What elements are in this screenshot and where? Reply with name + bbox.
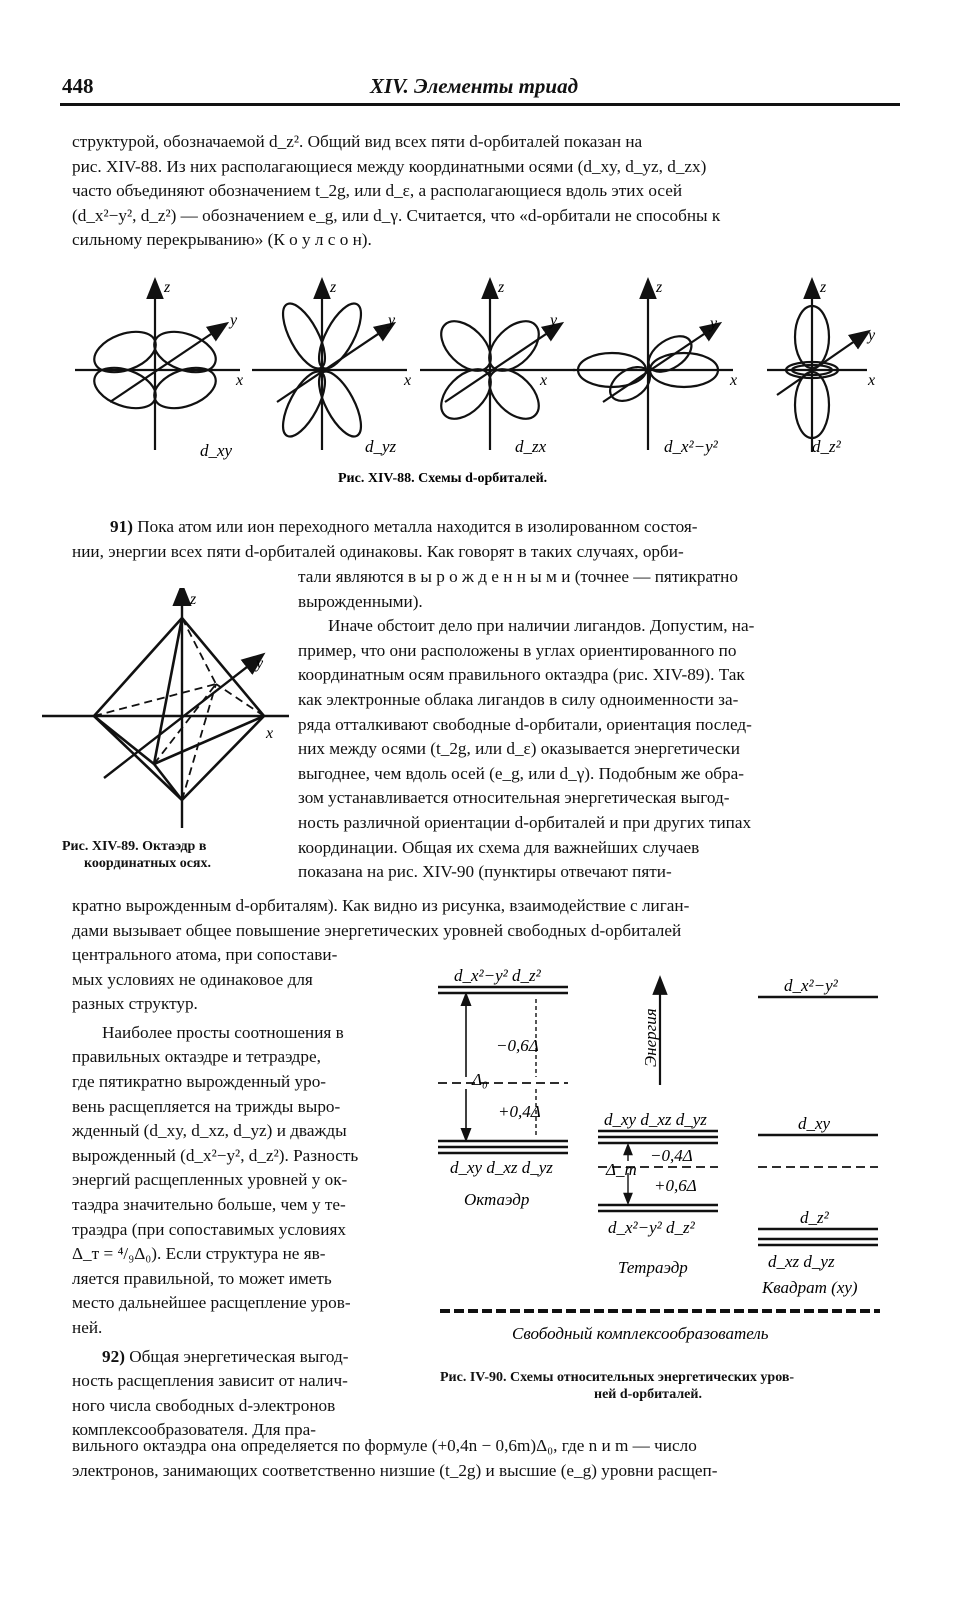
tet-t2-label: d_xy d_xz d_yz <box>604 1110 707 1129</box>
page-number: 448 <box>62 74 94 98</box>
after-line: дами вызывает общее повышение энергетических уровней свободных d-орбиталей <box>72 920 682 940</box>
left-line: мых условиях не одинаковое для <box>72 969 313 989</box>
left-line: комплексообразователя. Для пра- <box>72 1420 316 1440</box>
wrap-line: них между осями (t_2g, или d_ε) оказывается энергетически <box>298 739 740 759</box>
caption-line: Рис. XIV-89. Октаэдр в <box>62 839 207 854</box>
orbital-label-dzx: d_zx <box>515 437 547 456</box>
orbital-dyz <box>252 288 407 450</box>
axis-z-label: z <box>190 591 197 608</box>
left-line: ного числа свободных d-электронов <box>72 1395 336 1415</box>
oct-eg-label: d_x²−y² d_z² <box>454 966 541 985</box>
left-line: Δ_т = ⁴/₉Δ₀). Если структура не яв- <box>72 1244 326 1264</box>
running-title: XIV. Элементы триад <box>370 74 579 98</box>
left-line: ность расщепления зависит от налич- <box>72 1371 348 1391</box>
orbital-dz2 <box>767 288 867 452</box>
wrap-line: пример, что они расположены в углах ориентированного по <box>298 640 737 660</box>
wrap-line: тали являются в ы р о ж д е н н ы м и (точнее — пятикратно <box>298 567 738 586</box>
section-91-line-2: нии, энергии всех пяти d-орбиталей одинаковы. Как говорят в таких случаях, орби- <box>72 541 684 561</box>
orbital-dx2y2 <box>573 288 733 450</box>
intro-line: часто объединяют обозначением t_2g, или d_ε, а располагающиеся вдоль этих осей <box>72 181 683 201</box>
left-line: ляется правильной, то может иметь <box>72 1268 332 1288</box>
wrap-line: выгоднее, чем вдоль осей (e_g, или d_γ). Подобным же обра- <box>298 763 744 783</box>
section-92-ending <box>72 1434 884 1483</box>
sq-mid-label: d_xy <box>798 1114 831 1133</box>
section-92-line: вильного октаэдра она определяется по формуле (+0,4n − 0,6m)Δ₀, где n и m — число <box>72 1436 697 1455</box>
intro-line: (d_x²−y², d_z²) — обозначением e_g, или d_γ. Считается, что «d-орбитали не способны к <box>72 205 721 225</box>
left-column-text <box>72 943 412 1443</box>
wrap-line: показана на рис. XIV-90 (пунктиры отвечают пяти- <box>298 862 672 882</box>
free-ion-label: Свободный комплексообразователь <box>512 1324 769 1343</box>
sq-top-label: d_x²−y² <box>784 976 838 995</box>
axis-y-label: y <box>868 327 876 344</box>
left-line: ней. <box>72 1317 103 1337</box>
text-run: Общая энергетическая выгод- <box>129 1346 349 1366</box>
figure-90-caption <box>440 1369 890 1403</box>
energy-axis-label: Энергия <box>641 1008 660 1067</box>
left-line: место дальнейшее расщепление уров- <box>72 1293 351 1313</box>
section-92-line: электронов, занимающих соответственно низшие (t_2g) и высшие (e_g) уровни расщеп- <box>72 1460 718 1480</box>
left-line: где пятикратно вырожденный уро- <box>72 1071 327 1091</box>
axis-z-label: z <box>164 279 171 296</box>
section-number: 91) <box>110 517 133 536</box>
orbital-label-dxy: d_xy <box>200 441 233 460</box>
section-91-continuation <box>72 894 884 943</box>
oct-name-label: Октаэдр <box>464 1190 530 1209</box>
axis-z-label: z <box>330 279 337 296</box>
wrap-line: ряда отталкивают свободные d-орбитали, ориентация послед- <box>298 714 752 734</box>
oct-minus-label: −0,6Δ <box>496 1036 539 1055</box>
left-line: вырожденный (d_x²−y², d_z²). Разность <box>72 1145 359 1165</box>
tet-name-label: Тетраэдр <box>618 1258 688 1277</box>
oct-t2g-label: d_xy d_xz d_yz <box>450 1158 553 1177</box>
sq-low-label: d_z² <box>800 1208 829 1227</box>
tet-delta-label: Δ_т <box>606 1160 637 1179</box>
axis-y-label: y <box>550 312 558 329</box>
left-line: разных структур. <box>72 994 198 1014</box>
wrap-line: зом устанавливается относительная энергетическая выгод- <box>298 788 730 808</box>
axis-z-label: z <box>498 279 505 296</box>
left-line: вень расщепляется на трижды выро- <box>72 1096 341 1116</box>
intro-line: рис. XIV-88. Из них располагающиеся между координатными осями (d_xy, d_yz, d_zx) <box>72 156 707 176</box>
wrap-line: как электронные облака лигандов в силу одноименности за- <box>298 689 739 709</box>
figure-88-caption: Рис. XIV-88. Схемы d-орбиталей. <box>338 471 548 486</box>
tet-minus-label: −0,4Δ <box>650 1146 693 1165</box>
axis-y-label: y <box>388 312 396 329</box>
orbital-label-dz2: d_z² <box>812 437 841 456</box>
left-line: таэдра значительно больше, чем у те- <box>72 1194 346 1214</box>
intro-paragraph <box>72 130 884 253</box>
axis-x-label: x <box>730 372 738 389</box>
left-line: Наиболее просты соотношения в <box>102 1022 344 1042</box>
axis-x-label: x <box>868 372 876 389</box>
wrap-line: координации. Общая их схема для важнейших случаев <box>298 837 700 857</box>
axis-y-label: y <box>710 315 718 332</box>
axis-z-label: z <box>820 279 827 296</box>
axis-x-label: x <box>236 372 244 389</box>
after-line: кратно вырожденным d-орбиталям). Как видно из рисунка, взаимодействие с лиган- <box>72 896 690 915</box>
axis-x-label: x <box>540 372 548 389</box>
left-line: правильных октаэдре и тетраэдре, <box>72 1047 321 1067</box>
left-line: энергий расщепленных уровней у ок- <box>72 1170 348 1190</box>
oct-delta-label: Δ₀ <box>472 1070 488 1089</box>
figure-88-orbitals <box>60 270 900 490</box>
left-line: жденный (d_xy, d_xz, d_yz) и дважды <box>72 1121 347 1141</box>
figure-90-energy-levels <box>428 955 894 1375</box>
caption-line: координатных осях. <box>84 856 211 871</box>
axis-x-label: x <box>404 372 412 389</box>
sq-name-label: Квадрат (xy) <box>762 1278 858 1297</box>
sq-bottom-label: d_xz d_yz <box>768 1252 835 1271</box>
section-92-line-1 <box>72 1345 412 1370</box>
orbital-label-dx2y2: d_x²−y² <box>664 437 718 456</box>
left-line: траэдра (при сопоставимых условиях <box>72 1219 346 1239</box>
axis-z-label: z <box>656 279 663 296</box>
wrap-line: Иначе обстоит дело при наличии лигандов. Допустим, на- <box>328 616 755 636</box>
section-91-line-1 <box>72 515 884 540</box>
axis-y-label: y <box>230 312 238 329</box>
tet-e-label: d_x²−y² d_z² <box>608 1218 695 1237</box>
orbital-dxy <box>75 288 240 450</box>
section-91-wrapped <box>298 565 884 885</box>
section-number: 92) <box>102 1346 125 1366</box>
intro-line: сильному перекрыванию» (К о у л с о н). <box>72 230 372 250</box>
section-91-opening <box>72 515 884 564</box>
wrap-line: ность различной ориентации d-орбиталей и при других типах <box>298 812 752 832</box>
axis-y-label: y <box>256 655 264 672</box>
figure-89-caption <box>62 838 292 872</box>
left-line: центрального атома, при сопостави- <box>72 945 338 964</box>
figure-89-octahedron <box>34 588 294 878</box>
caption-line: Рис. IV-90. Схемы относительных энергетических уров- <box>440 1370 795 1385</box>
intro-line: структурой, обозначаемой d_z². Общий вид всех пяти d-орбиталей показан на <box>72 132 643 151</box>
wrap-line: вырожденными). <box>298 591 423 611</box>
header-rule <box>60 103 900 106</box>
text-run: Пока атом или ион переходного металла находится в изолированном состоя- <box>137 517 698 536</box>
oct-plus-label: +0,4Δ <box>498 1102 541 1121</box>
orbital-label-dyz: d_yz <box>365 437 397 456</box>
caption-line: ней d-орбиталей. <box>594 1387 702 1402</box>
axis-x-label: x <box>266 725 274 742</box>
wrap-line: координатным осям правильного октаэдра (рис. XIV-89). Так <box>298 665 745 685</box>
tet-plus-label: +0,6Δ <box>654 1176 697 1195</box>
